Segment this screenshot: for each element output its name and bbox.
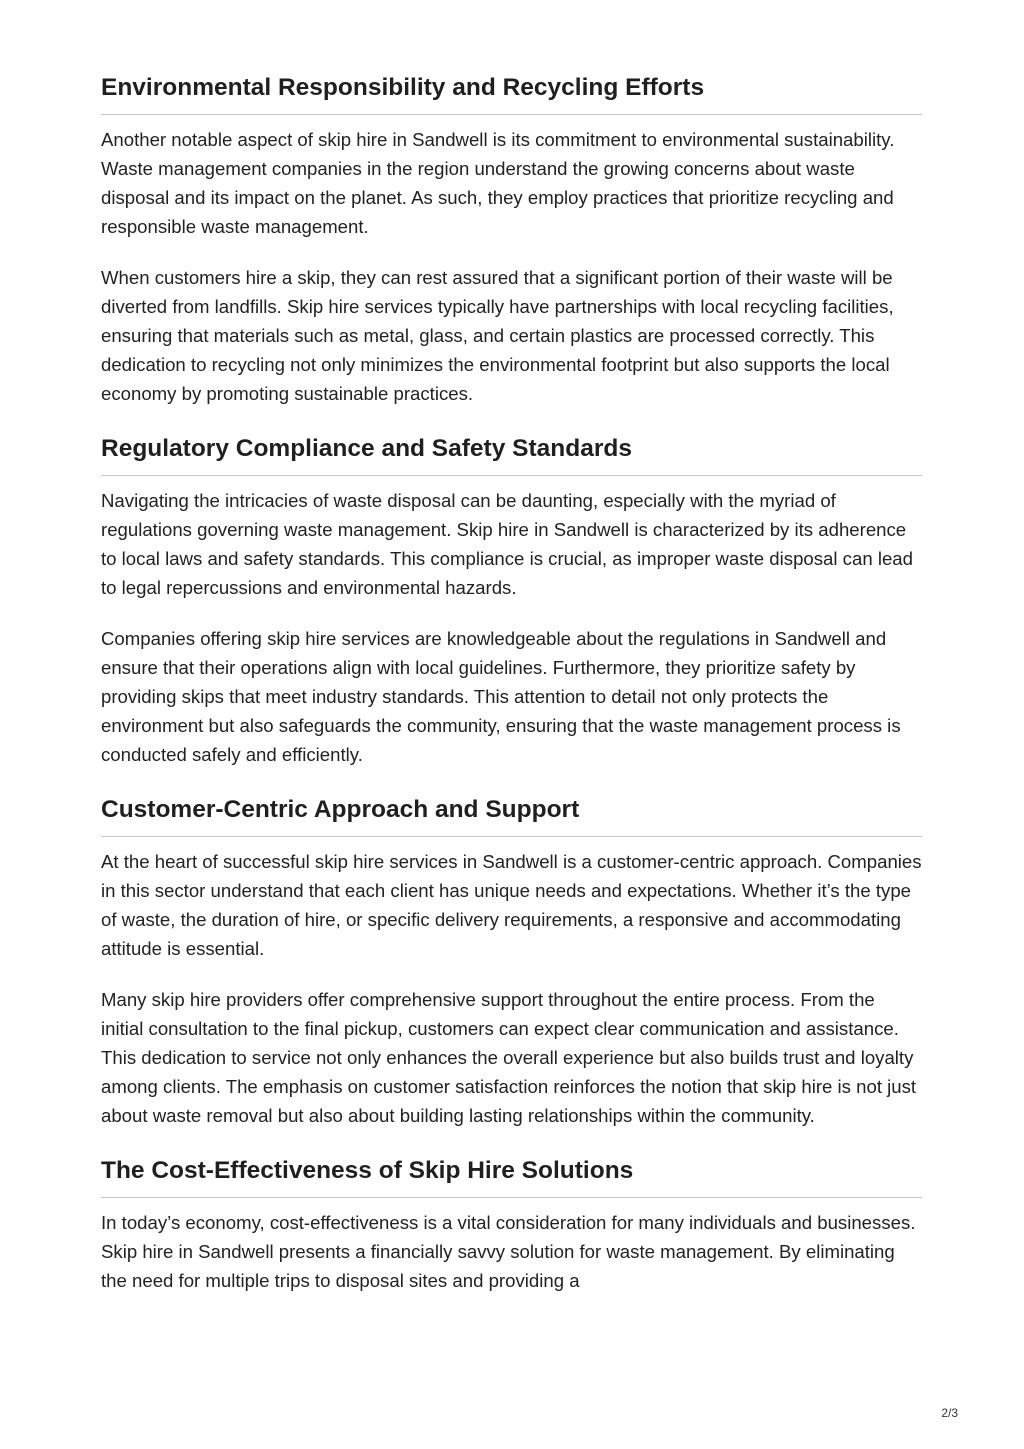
paragraph: When customers hire a skip, they can rest assured that a significant portion of their waste will be diverted from landfills. Skip hire services typically have partnerships with local recycling facilities, ensuring that materials such as metal, glass, and certain plastics are processed correctly. This dedication to recycling not only minimizes the environmental footprint but also supports the local economy by promoting sustainable practices. — [101, 267, 894, 404]
document-body — [101, 70, 922, 1295]
section-cost-effectiveness — [101, 1153, 922, 1295]
section-heading: Regulatory Compliance and Safety Standards — [101, 431, 922, 476]
paragraph: At the heart of successful skip hire services in Sandwell is a customer-centric approach. Companies in this sector understand that each client has unique needs and expectations. Whether it’s the type of waste, the duration of hire, or specific delivery requirements, a responsive and accommodating attitude is essential. — [101, 851, 922, 959]
paragraph: In today’s economy, cost-effectiveness is a vital consideration for many individuals and businesses. Skip hire in Sandwell presents a financially savvy solution for waste management. By eliminating the need for multiple trips to disposal sites and providing a — [101, 1212, 916, 1291]
section-heading: The Cost-Effectiveness of Skip Hire Solutions — [101, 1153, 922, 1198]
section-regulatory-compliance — [101, 431, 922, 769]
section-customer-centric — [101, 792, 922, 1130]
paragraph: Navigating the intricacies of waste disposal can be daunting, especially with the myriad of regulations governing waste management. Skip hire in Sandwell is characterized by its adherence to local laws and safety standards. This compliance is crucial, as improper waste disposal can lead to legal repercussions and environmental hazards. — [101, 490, 913, 598]
section-environmental-responsibility — [101, 70, 922, 408]
paragraph: Companies offering skip hire services are knowledgeable about the regulations in Sandwell and ensure that their operations align with local guidelines. Furthermore, they prioritize safety by providing skips that meet industry standards. This attention to detail not only protects the environment but also safeguards the community, ensuring that the waste management process is conducted safely and efficiently. — [101, 628, 901, 765]
paragraph: Another notable aspect of skip hire in Sandwell is its commitment to environmental sustainability. Waste management companies in the region understand the growing concerns about waste disposal and its impact on the planet. As such, they employ practices that prioritize recycling and responsible waste management. — [101, 129, 895, 237]
section-heading: Customer-Centric Approach and Support — [101, 792, 922, 837]
page-number: 2/3 — [941, 1406, 958, 1420]
section-heading: Environmental Responsibility and Recycling Efforts — [101, 70, 922, 115]
paragraph: Many skip hire providers offer comprehensive support throughout the entire process. From the initial consultation to the final pickup, customers can expect clear communication and assistance. This dedication to service not only enhances the overall experience but also builds trust and loyalty among clients. The emphasis on customer satisfaction reinforces the notion that skip hire is not just about waste removal but also about building lasting relationships within the community. — [101, 989, 917, 1126]
